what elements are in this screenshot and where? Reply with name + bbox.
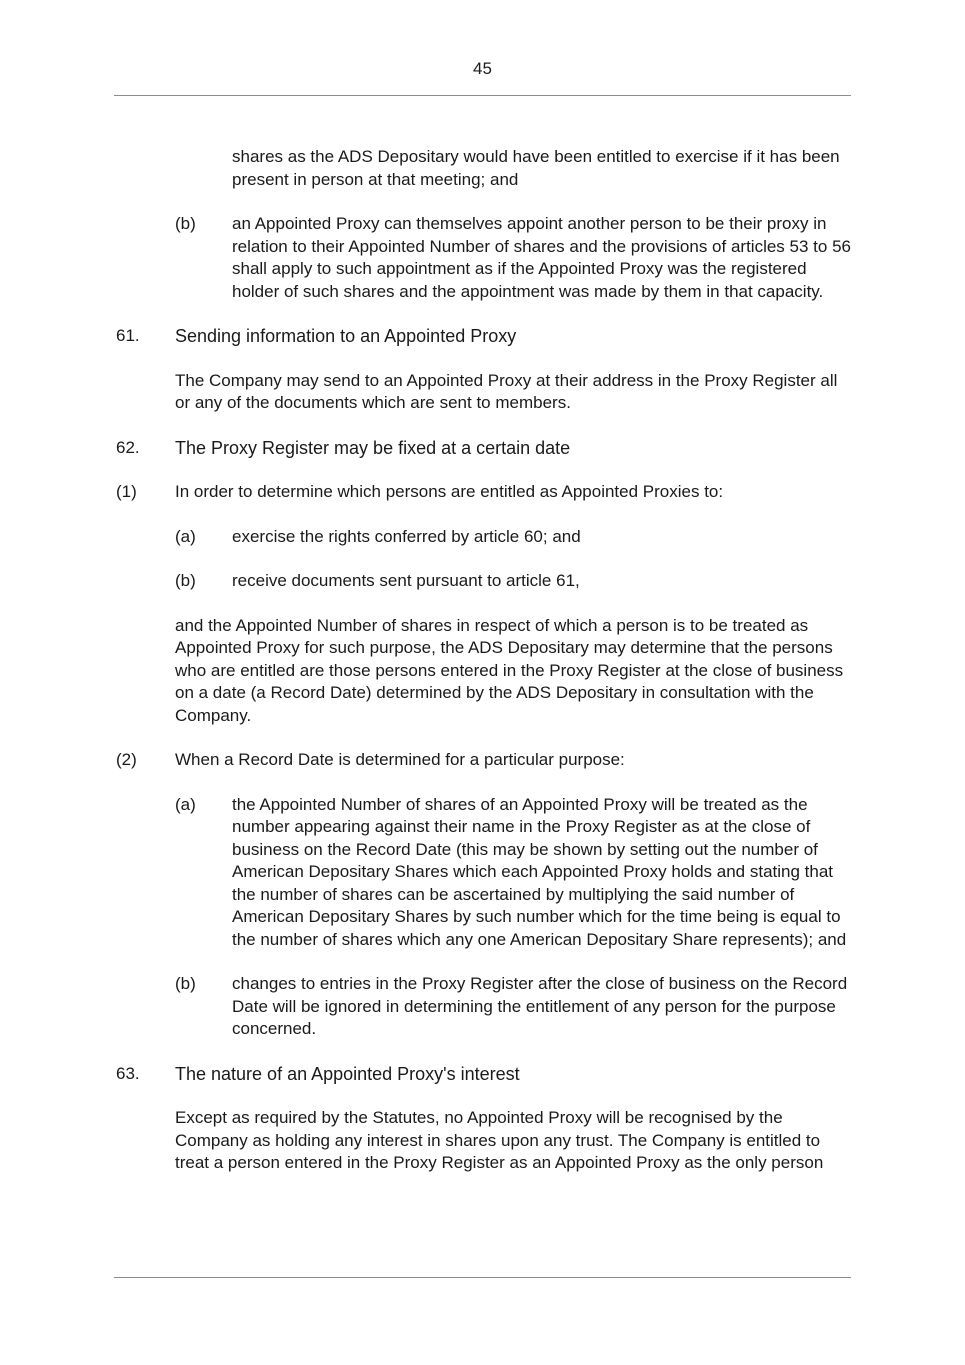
paragraph-text: Except as required by the Statutes, no Appointed Proxy will be recognised by the Company as holding any interest in shares upon any trust. The Company is entitled to treat a person entered in the Proxy Register as an Appointed Proxy as the only person: [175, 1108, 824, 1172]
paragraph-text: shares as the ADS Depositary would have been entitled to exercise if it has been present in person at that meeting; and: [232, 147, 840, 189]
clause-number: (a): [175, 526, 196, 546]
sub-clause-a: [0, 526, 965, 549]
article-heading-62: [0, 437, 965, 460]
sub-clause-b: [0, 973, 965, 1041]
clause-text: exercise the rights conferred by article 60; and: [232, 526, 581, 546]
header-divider: [114, 95, 851, 96]
article-body-63: [0, 1107, 965, 1175]
article-body-61: [0, 370, 965, 415]
article-number: 62.: [116, 437, 140, 457]
clause-number: (b): [175, 214, 196, 233]
clause-text: an Appointed Proxy can themselves appoint another person to be their proxy in relation to their Appointed Number of shares and the provisions of articles 53 to 56 shall apply to such appointment as if the Appointed Proxy was the registered holder of such shares and the appointment was made by them in that capacity.: [232, 214, 851, 301]
page-number: 45: [473, 59, 492, 78]
clause-text: changes to entries in the Proxy Register after the close of business on the Record Date will be ignored in determining the entitlement of any person for the purpose concerned.: [232, 974, 848, 1038]
sub-clause-a: [0, 794, 965, 952]
footer-divider: [114, 1277, 851, 1278]
sub-clause-b: [0, 213, 965, 303]
article-title: The nature of an Appointed Proxy's interest: [175, 1063, 520, 1084]
clause-number: (a): [175, 794, 196, 814]
paragraph-text: In order to determine which persons are entitled as Appointed Proxies to:: [175, 482, 724, 501]
paragraph-text: When a Record Date is determined for a particular purpose:: [175, 750, 625, 769]
article-heading-63: [0, 1063, 965, 1086]
article-number: 63.: [116, 1063, 140, 1083]
article-title: Sending information to an Appointed Proxy: [175, 326, 517, 346]
document-body: [0, 146, 965, 1175]
paragraph-number: (2): [116, 750, 137, 769]
paragraph-number: (1): [116, 482, 137, 501]
continuation-paragraph: [0, 146, 965, 191]
clause-text: the Appointed Number of shares of an Appointed Proxy will be treated as the number appearing against their name in the Proxy Register as at the close of business on the Record Date (this may be shown by setting out the number of American Depositary Shares which each Appointed Proxy holds and stating that the number of shares can be ascertained by multiplying the said number of American Depositary Shares by such number which for the time being is equal to the number of shares which any one American Depositary Share represents); and: [232, 794, 847, 949]
article-number: 61.: [116, 326, 140, 345]
clause-text: receive documents sent pursuant to article 61,: [232, 571, 580, 590]
clause-number: (b): [175, 974, 196, 993]
paragraph-text: The Company may send to an Appointed Proxy at their address in the Proxy Register all or any of the documents which are sent to members.: [175, 370, 838, 412]
continuation-paragraph: [0, 615, 965, 728]
article-heading-61: [0, 325, 965, 348]
paragraph-text: and the Appointed Number of shares in respect of which a person is to be treated as Appointed Proxy for such purpose, the ADS Depositary may determine that the persons who are entitled are those persons entered in the Proxy Register at the close of business on a date (a Record Date) determined by the ADS Depositary in consultation with the Company.: [175, 615, 844, 725]
clause-number: (b): [175, 571, 196, 590]
sub-clause-b: [0, 570, 965, 593]
paragraph-1: [0, 481, 965, 504]
article-title: The Proxy Register may be fixed at a certain date: [175, 437, 571, 458]
paragraph-2: [0, 749, 965, 772]
